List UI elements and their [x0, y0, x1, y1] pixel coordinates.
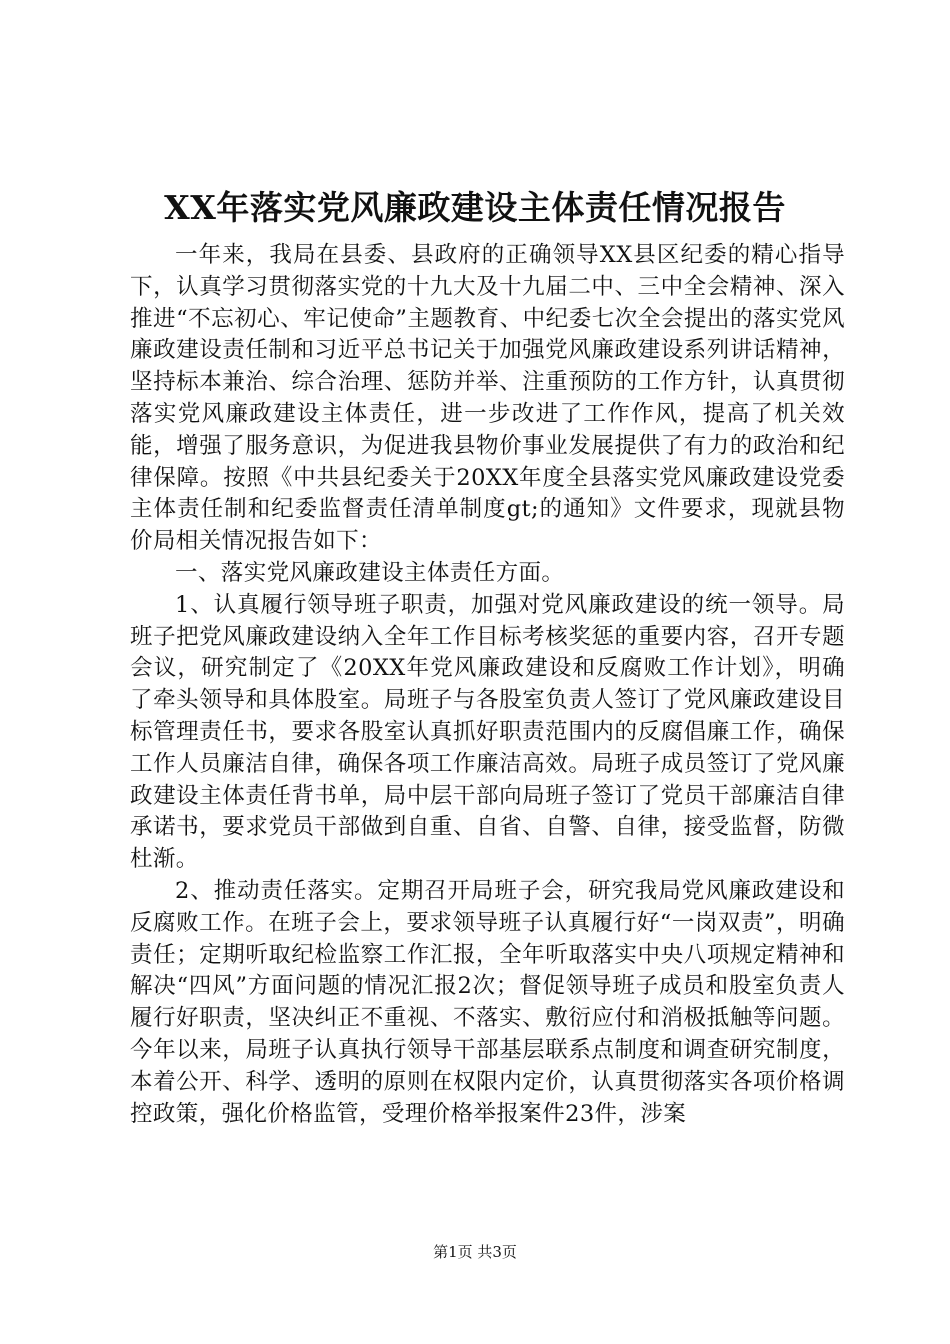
paragraph-intro: 一年来，我局在县委、县政府的正确领导XX县区纪委的精心指导下，认真学习贯彻落实党的十九大及十九届二中、三中全会精神、深入推进“不忘初心、牢记使命”主题教育、中纪委七次全会提出的落实党风廉政建设责任制和习近平总书记关于加强党风廉政建设系列讲话精神，坚持标本兼治、综合治理、惩防并举、注重预防的工作方针，认真贯彻落实党风廉政建设主体责任，进一步改进了工作作风，提高了机关效能，增强了服务意识，为促进我县物价事业发展提供了有力的政治和纪律保障。按照《中共县纪委关于20XX年度全县落实党风廉政建设党委主体责任制和纪委监督责任清单制度gt;的通知》文件要求，现就县物价局相关情况报告如下：	[130, 242, 845, 555]
document-body	[130, 240, 845, 1130]
paragraph-section-heading: 一、落实党风廉政建设主体责任方面。	[175, 559, 565, 586]
document-title: XX年落实党风廉政建设主体责任情况报告	[164, 188, 786, 227]
paragraph-item-2: 2、推动责任落实。定期召开局班子会，研究我局党风廉政建设和反腐败工作。在班子会上，要求领导班子认真履行好“一岗双责”，明确责任；定期听取纪检监察工作汇报，全年听取落实中央八项规定精神和解决“四风”方面问题的情况汇报2次；督促领导班子成员和股室负责人履行好职责，坚决纠正不重视、不落实、敷衍应付和消极抵触等问题。今年以来，局班子认真执行领导干部基层联系点制度和调查研究制度，本着公开、科学、透明的原则在权限内定价，认真贯彻落实各项价格调控政策，强化价格监管，受理价格举报案件23件，涉案	[130, 877, 845, 1127]
page-footer: 第1页 共3页	[433, 1243, 517, 1261]
paragraph-item-1: 1、认真履行领导班子职责，加强对党风廉政建设的统一领导。局班子把党风廉政建设纳入全年工作目标考核奖惩的重要内容，召开专题会议，研究制定了《20XX年党风廉政建设和反腐败工作计划》，明确了牵头领导和具体股室。局班子与各股室负责人签订了党风廉政建设目标管理责任书，要求各股室认真抓好职责范围内的反腐倡廉工作，确保工作人员廉洁自律，确保各项工作廉洁高效。局班子成员签订了党风廉政建设主体责任背书单，局中层干部向局班子签订了党员干部廉洁自律承诺书，要求党员干部做到自重、自省、自警、自律，接受监督，防微杜渐。	[130, 591, 845, 873]
